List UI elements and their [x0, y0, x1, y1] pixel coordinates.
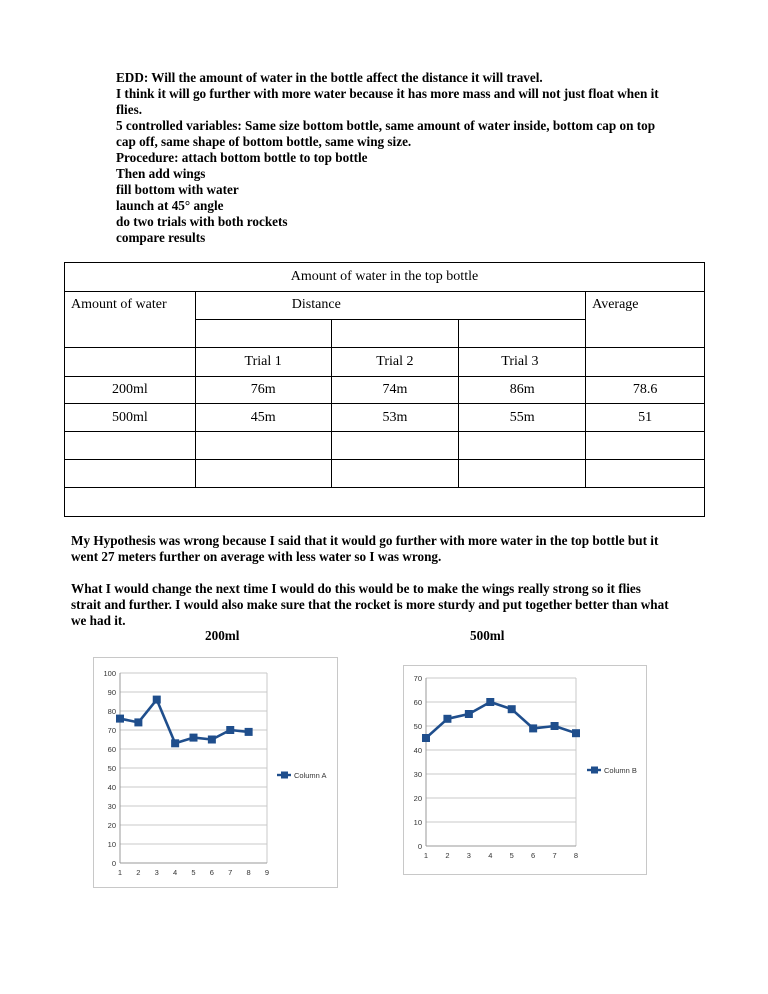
conclusion-line: My Hypothesis was wrong because I said that it would go further with more water in the top bottle but it [71, 533, 659, 548]
x-tick-label: 7 [552, 851, 557, 860]
y-tick-label: 40 [107, 783, 116, 792]
legend-marker [281, 772, 288, 779]
reflection-paragraph [71, 581, 711, 629]
table-row [65, 404, 705, 432]
data-point [171, 739, 179, 747]
data-point [134, 718, 142, 726]
header-trial-2: Trial 2 [331, 347, 459, 376]
x-tick-label: 1 [117, 868, 123, 877]
table-cell [65, 487, 705, 516]
y-tick-label: 70 [107, 726, 116, 735]
row-trial-2: 74m [331, 376, 459, 404]
x-tick-label: 5 [191, 868, 196, 877]
table-cell [586, 347, 705, 376]
data-point [508, 705, 516, 713]
table-title: Amount of water in the top bottle [65, 263, 705, 292]
data-point [486, 698, 494, 706]
hypothesis-line: I think it will go further with more water because it has more mass and will not just float when it [116, 86, 659, 101]
header-amount: Amount of water [65, 291, 196, 347]
x-tick-label: 3 [466, 851, 471, 860]
data-point [443, 715, 451, 723]
table-cell [459, 460, 586, 488]
y-tick-label: 30 [413, 770, 422, 779]
table-cell [65, 460, 196, 488]
row-trial-2: 53m [331, 404, 459, 432]
results-table [64, 262, 705, 517]
hypothesis-block [116, 70, 696, 246]
table-cell [331, 460, 459, 488]
x-tick-label: 3 [154, 868, 159, 877]
x-tick-label: 4 [173, 868, 178, 877]
table-cell [459, 432, 586, 460]
x-tick-label: 2 [136, 868, 141, 877]
data-point [208, 736, 216, 744]
x-tick-label: 6 [209, 868, 214, 877]
conclusion-paragraph [71, 533, 711, 565]
y-tick-label: 90 [107, 688, 116, 697]
legend-label: Column A [294, 771, 327, 780]
procedure-step: launch at 45° angle [116, 198, 224, 213]
legend-label: Column B [604, 766, 637, 775]
chart-500ml-svg [404, 666, 646, 874]
table-cell [586, 432, 705, 460]
y-tick-label: 10 [107, 840, 116, 849]
chart-label-500ml: 500ml [470, 628, 505, 643]
y-tick-label: 80 [107, 707, 116, 716]
table-cell [331, 319, 459, 347]
data-point [245, 728, 253, 736]
x-tick-label: 8 [573, 851, 579, 860]
chart-200ml [93, 657, 338, 888]
chart-200ml-svg [94, 658, 337, 887]
y-tick-label: 50 [107, 764, 116, 773]
x-tick-label: 4 [488, 851, 493, 860]
y-tick-label: 60 [413, 698, 422, 707]
table-cell [586, 460, 705, 488]
y-tick-label: 30 [107, 802, 116, 811]
procedure-step: compare results [116, 230, 206, 245]
table-cell [65, 432, 196, 460]
y-tick-label: 40 [413, 746, 422, 755]
x-tick-label: 7 [228, 868, 233, 877]
header-average: Average [586, 291, 705, 347]
data-point [465, 710, 473, 718]
conclusion-line: went 27 meters further on average with less water so I was wrong. [71, 549, 442, 564]
x-tick-label: 5 [509, 851, 514, 860]
x-tick-label: 2 [445, 851, 450, 860]
reflection-line: What I would change the next time I would do this would be to make the wings really strong so it flies [71, 581, 641, 596]
header-trial-3: Trial 3 [459, 347, 586, 376]
row-trial-3: 86m [459, 376, 586, 404]
y-tick-label: 10 [413, 818, 422, 827]
legend-marker [591, 767, 598, 774]
x-tick-label: 9 [264, 868, 270, 877]
hypothesis-line-cont: flies. [116, 102, 143, 117]
row-amount: 500ml [65, 404, 196, 432]
table-cell [331, 432, 459, 460]
edd-question: EDD: Will the amount of water in the bottle affect the distance it will travel. [116, 70, 543, 85]
x-tick-label: 1 [423, 851, 429, 860]
data-point [422, 734, 430, 742]
y-tick-label: 70 [413, 674, 422, 683]
table-row [65, 376, 705, 404]
y-tick-label: 0 [417, 842, 422, 851]
table-cell [195, 319, 331, 347]
chart-500ml [403, 665, 647, 875]
x-tick-label: 6 [531, 851, 536, 860]
reflection-line: we had it. [71, 613, 126, 628]
chart-label-200ml: 200ml [205, 628, 240, 643]
row-average: 78.6 [586, 376, 705, 404]
header-trial-1: Trial 1 [195, 347, 331, 376]
data-point [226, 726, 234, 734]
y-tick-label: 60 [107, 745, 116, 754]
table-cell [195, 460, 331, 488]
table-cell [65, 347, 196, 376]
data-point [116, 715, 124, 723]
procedure-step: do two trials with both rockets [116, 214, 288, 229]
row-trial-1: 45m [195, 404, 331, 432]
row-average: 51 [586, 404, 705, 432]
y-tick-label: 20 [107, 821, 116, 830]
data-point [572, 729, 580, 737]
data-point [190, 734, 198, 742]
table-cell [195, 432, 331, 460]
table-cell [459, 319, 586, 347]
y-tick-label: 20 [413, 794, 422, 803]
procedure-step: Then add wings [116, 166, 206, 181]
y-tick-label: 50 [413, 722, 422, 731]
row-amount: 200ml [65, 376, 196, 404]
data-point [529, 724, 537, 732]
y-tick-label: 0 [111, 859, 116, 868]
data-point [153, 696, 161, 704]
y-tick-label: 100 [103, 669, 116, 678]
row-trial-3: 55m [459, 404, 586, 432]
procedure-step: fill bottom with water [116, 182, 239, 197]
variables-line-cont: cap off, same shape of bottom bottle, same wing size. [116, 134, 412, 149]
reflection-line: strait and further. I would also make sure that the rocket is more sturdy and put together better than what [71, 597, 669, 612]
variables-line: 5 controlled variables: Same size bottom bottle, same amount of water inside, bottom cap on top [116, 118, 656, 133]
header-distance: Distance [195, 291, 585, 319]
x-tick-label: 8 [246, 868, 251, 877]
data-point [551, 722, 559, 730]
procedure-step: Procedure: attach bottom bottle to top bottle [116, 150, 368, 165]
row-trial-1: 76m [195, 376, 331, 404]
